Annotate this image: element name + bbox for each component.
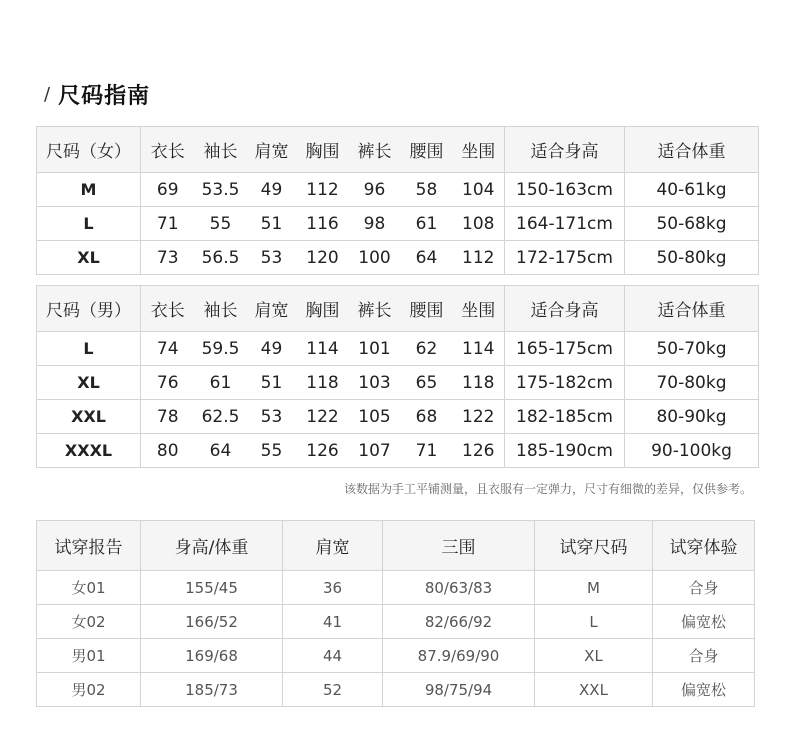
col-header: 试穿体验 (653, 521, 755, 571)
table-cell: 107 (349, 434, 401, 468)
title-slash: / (44, 83, 51, 105)
table-cell: 182-185cm (505, 400, 625, 434)
col-header: 袖长 (195, 127, 247, 173)
col-header: 腰围 (401, 127, 453, 173)
table-cell: 36 (283, 571, 383, 605)
table-cell: 女02 (37, 605, 141, 639)
measurement-note: 该数据为手工平铺测量，且衣服有一定弹力，尺寸有细微的差异，仅供参考。 (343, 482, 752, 496)
table-cell: 116 (297, 207, 349, 241)
col-header: 适合身高 (505, 286, 625, 332)
table-cell: 126 (453, 434, 505, 468)
table-cell: 64 (195, 434, 247, 468)
table-cell: 71 (401, 434, 453, 468)
table-cell: 68 (401, 400, 453, 434)
table-cell: 53 (247, 400, 297, 434)
table-cell: 74 (141, 332, 195, 366)
table-cell: 61 (195, 366, 247, 400)
table-cell: 64 (401, 241, 453, 275)
table-cell: 51 (247, 207, 297, 241)
table-cell: 男02 (37, 673, 141, 707)
table-cell: 62 (401, 332, 453, 366)
size-cell: XXXL (37, 434, 141, 468)
table-cell: 82/66/92 (383, 605, 535, 639)
table-cell: L (535, 605, 653, 639)
table-cell: 71 (141, 207, 195, 241)
table-cell: 100 (349, 241, 401, 275)
table-cell: 105 (349, 400, 401, 434)
size-cell: M (37, 173, 141, 207)
table-cell: 女01 (37, 571, 141, 605)
table-cell: 55 (195, 207, 247, 241)
col-header: 试穿尺码 (535, 521, 653, 571)
table-cell: 80-90kg (625, 400, 759, 434)
table-cell: 41 (283, 605, 383, 639)
table-cell: XL (535, 639, 653, 673)
table-cell: 103 (349, 366, 401, 400)
table-cell: 合身 (653, 639, 755, 673)
table-cell: 44 (283, 639, 383, 673)
table-cell: 53.5 (195, 173, 247, 207)
table-cell: 61 (401, 207, 453, 241)
size-cell: XL (37, 241, 141, 275)
table-cell: 55 (247, 434, 297, 468)
table-cell: 175-182cm (505, 366, 625, 400)
col-header: 胸围 (297, 127, 349, 173)
table-cell: 118 (453, 366, 505, 400)
table-row (37, 173, 759, 207)
size-cell: XXL (37, 400, 141, 434)
table-cell: 98 (349, 207, 401, 241)
col-header: 坐围 (453, 286, 505, 332)
table-row (37, 571, 755, 605)
table-cell: 51 (247, 366, 297, 400)
table-cell: 50-70kg (625, 332, 759, 366)
table-cell: 185-190cm (505, 434, 625, 468)
col-header: 衣长 (141, 286, 195, 332)
col-header: 试穿报告 (37, 521, 141, 571)
table-cell: 58 (401, 173, 453, 207)
table-cell: 114 (297, 332, 349, 366)
table-cell: M (535, 571, 653, 605)
table-row (37, 366, 759, 400)
col-header: 衣长 (141, 127, 195, 173)
table-cell: 126 (297, 434, 349, 468)
table-row (37, 605, 755, 639)
table-cell: 90-100kg (625, 434, 759, 468)
table-row (37, 400, 759, 434)
table-cell: XXL (535, 673, 653, 707)
table-cell: 166/52 (141, 605, 283, 639)
table-cell: 96 (349, 173, 401, 207)
table-cell: 118 (297, 366, 349, 400)
table-cell: 59.5 (195, 332, 247, 366)
table-cell: 62.5 (195, 400, 247, 434)
col-header: 三围 (383, 521, 535, 571)
size-cell: L (37, 207, 141, 241)
table-cell: 52 (283, 673, 383, 707)
page-title (44, 80, 150, 108)
table-cell: 78 (141, 400, 195, 434)
col-header: 尺码（女） (37, 127, 141, 173)
col-header: 适合身高 (505, 127, 625, 173)
table-cell: 165-175cm (505, 332, 625, 366)
title-text: 尺码指南 (58, 83, 151, 109)
table-cell: 偏宽松 (653, 605, 755, 639)
table-cell: 53 (247, 241, 297, 275)
col-header: 裤长 (349, 127, 401, 173)
col-header: 胸围 (297, 286, 349, 332)
col-header: 腰围 (401, 286, 453, 332)
table-cell: 65 (401, 366, 453, 400)
table-cell: 50-68kg (625, 207, 759, 241)
table-cell: 73 (141, 241, 195, 275)
women-header-row (37, 127, 759, 173)
col-header: 尺码（男） (37, 286, 141, 332)
table-cell: 69 (141, 173, 195, 207)
table-cell: 108 (453, 207, 505, 241)
table-cell: 男01 (37, 639, 141, 673)
try-on-report-table (36, 520, 755, 707)
table-cell: 120 (297, 241, 349, 275)
col-header: 肩宽 (283, 521, 383, 571)
table-cell: 185/73 (141, 673, 283, 707)
men-size-table (36, 285, 759, 468)
table-cell: 合身 (653, 571, 755, 605)
table-cell: 56.5 (195, 241, 247, 275)
table-cell: 80 (141, 434, 195, 468)
try-header-row (37, 521, 755, 571)
table-cell: 76 (141, 366, 195, 400)
table-row (37, 434, 759, 468)
col-header: 肩宽 (247, 127, 297, 173)
table-cell: 偏宽松 (653, 673, 755, 707)
table-cell: 98/75/94 (383, 673, 535, 707)
table-cell: 169/68 (141, 639, 283, 673)
table-cell: 40-61kg (625, 173, 759, 207)
table-row (37, 639, 755, 673)
women-size-table (36, 126, 759, 275)
table-row (37, 241, 759, 275)
table-cell: 80/63/83 (383, 571, 535, 605)
table-cell: 155/45 (141, 571, 283, 605)
table-cell: 70-80kg (625, 366, 759, 400)
table-cell: 101 (349, 332, 401, 366)
col-header: 身高/体重 (141, 521, 283, 571)
table-cell: 49 (247, 173, 297, 207)
table-cell: 104 (453, 173, 505, 207)
col-header: 袖长 (195, 286, 247, 332)
table-cell: 164-171cm (505, 207, 625, 241)
col-header: 裤长 (349, 286, 401, 332)
table-row (37, 332, 759, 366)
table-cell: 122 (453, 400, 505, 434)
table-row (37, 207, 759, 241)
col-header: 肩宽 (247, 286, 297, 332)
col-header: 适合体重 (625, 127, 759, 173)
table-cell: 122 (297, 400, 349, 434)
size-cell: XL (37, 366, 141, 400)
col-header: 坐围 (453, 127, 505, 173)
table-cell: 112 (297, 173, 349, 207)
size-cell: L (37, 332, 141, 366)
table-cell: 114 (453, 332, 505, 366)
table-cell: 87.9/69/90 (383, 639, 535, 673)
men-header-row (37, 286, 759, 332)
table-row (37, 673, 755, 707)
table-cell: 112 (453, 241, 505, 275)
table-cell: 50-80kg (625, 241, 759, 275)
table-cell: 49 (247, 332, 297, 366)
table-cell: 172-175cm (505, 241, 625, 275)
table-cell: 150-163cm (505, 173, 625, 207)
col-header: 适合体重 (625, 286, 759, 332)
